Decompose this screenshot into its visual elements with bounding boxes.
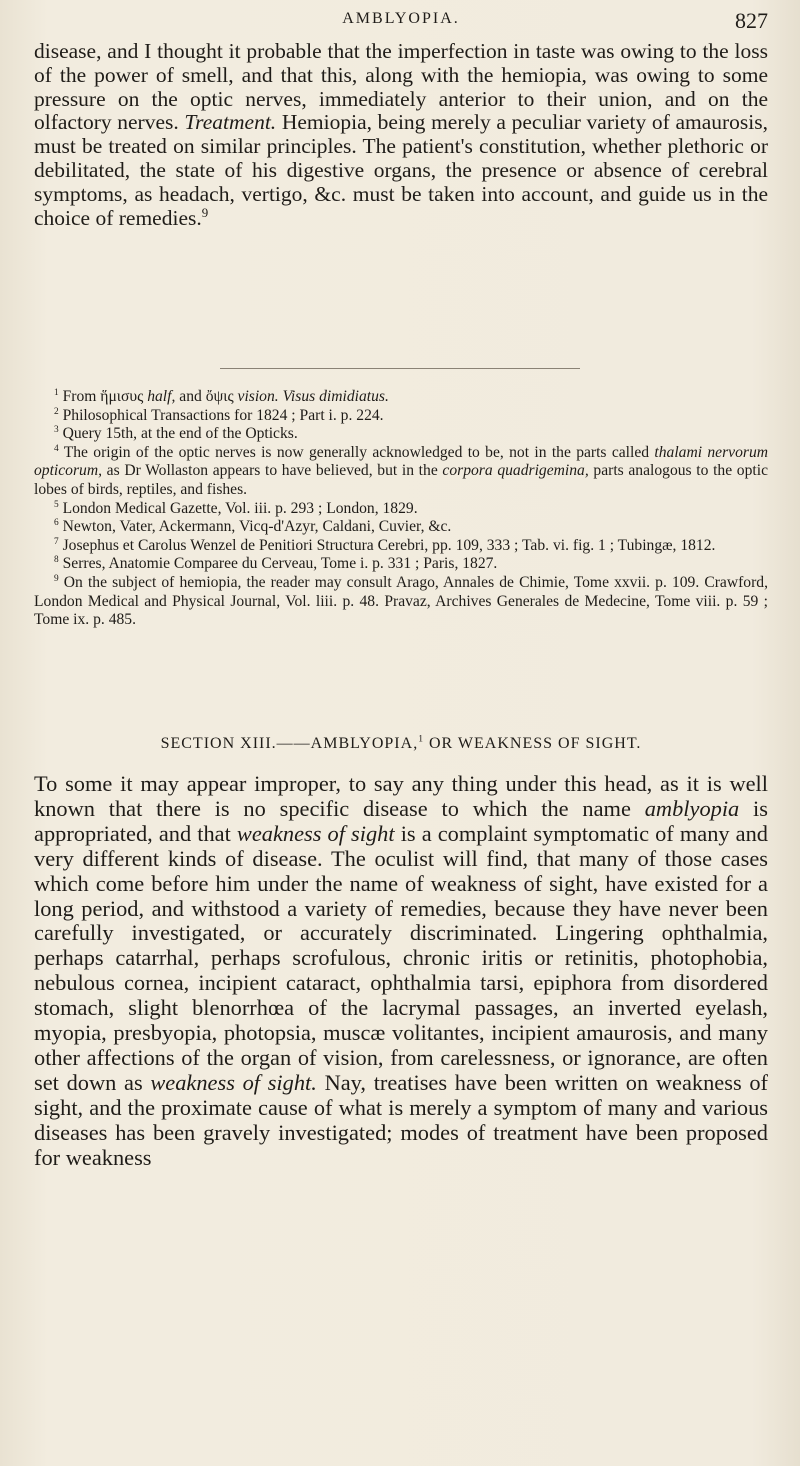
section-heading-prefix: SECTION XIII.——AMBLYOPIA, [160,735,419,752]
footnote-6 [34,518,768,537]
footnote-number: 9 [54,573,59,584]
footnote-number: 7 [54,536,59,547]
emphasis-text: weakness of sight. [150,1069,317,1095]
footnote-text: Serres, Anatomie Comparee du Cerveau, Tome i. p. 331 ; Paris, 1827. [62,555,498,573]
top-paragraph [34,40,768,230]
footnote-number: 3 [54,425,59,435]
body-text: Nay, treatises have been written on weakness of sight, and the proximate cause of what is merely a symptom of many and various diseases has been gravely investigated; modes of treatment have been proposed for weakness [34,1069,769,1170]
page-number: 827 [735,8,768,33]
footnote-text: Query 15th, at the end of the Opticks. [62,425,298,443]
treatment-label: Treatment. [184,110,277,135]
footnote-9 [34,574,768,630]
footnote-4 [34,444,768,500]
section-heading-suffix: OR WEAKNESS OF SIGHT. [423,735,642,752]
footnotes [34,388,768,630]
footnote-ref-9: 9 [201,205,209,220]
footnote-number: 2 [54,406,59,417]
running-head [34,8,768,34]
footnote-text: vision. Visus dimidiatus. [233,388,389,405]
emphasis-text: amblyopia [644,795,740,821]
top-paragraph-lead: disease, and I thought it probable that the imperfection in taste was owing to the loss of the power of smell, and that this, along with the hemiopia, was owing to some pressure on the optic nerves, immediately anterior to their union, and on the olfactory nerves. [34,39,768,135]
footnote-text: corpora quadrigemina, [442,462,589,480]
footnote-number: 4 [54,443,59,454]
footnote-number: 8 [54,555,59,566]
footnote-text: Josephus et Carolus Wenzel de Penitiori Structura Cerebri, pp. 109, 333 ; Tab. vi. fig. 1 ; Tubingæ, 1812. [62,536,716,554]
footnote-text: Philosophical Transactions for 1824 ; Part i. p. 224. [62,406,384,424]
section-heading [34,735,768,753]
footnote-text: On the subject of hemiopia, the reader may consult Arago, Annales de Chimie, Tome xxvii. p. 109. Crawford, London Medical and Physical Journal, Vol. liii. p. 48. Pravaz, Archives Generales de Medecine, Tome viii. p. 59 ; Tome ix. p. 485. [34,573,768,629]
footnote-text: London Medical Gazette, Vol. iii. p. 293 ; London, 1829. [62,499,418,517]
body-text: To some it may appear improper, to say any thing under this head, as it is well known that there is no specific disease to which the name [34,771,768,821]
footnote-number: 6 [54,517,59,528]
footnote-text: parts analogous to the optic lobes of birds, reptiles, and fishes. [34,462,768,498]
footnote-3 [34,425,768,444]
footnote-number: 1 [54,387,59,398]
footnote-1 [34,388,768,407]
footnote-rule [220,368,580,369]
footnote-text: as Dr Wollaston appears to have believed, but in the [102,462,443,480]
emphasis-text: weakness of sight [236,820,395,846]
footnote-text: ὄψις [205,388,234,405]
section-heading-ref: 1 [418,733,424,745]
footnote-number: 5 [54,499,59,510]
footnote-2 [34,407,768,426]
footnote-text: ἥμισυς [100,388,144,405]
footnote-7 [34,537,768,556]
running-title: AMBLYOPIA. [342,10,460,27]
footnote-8 [34,555,768,574]
main-paragraph [34,772,768,1171]
footnote-text: thalami nervorum opticorum, [34,443,768,480]
footnote-text: and [175,388,206,405]
body-text: is a complaint symptomatic of many and very different kinds of disease. The oculist will find, that many of those cases which come before him under the name of weakness of sight, have existed for a long period, and withstood a variety of remedies, because they have never been carefully investigated, or accurately discriminated. Lingering ophthalmia, perhaps catarrhal, perhaps scrofulous, chronic iritis or retinitis, photophobia, nebulous cornea, incipient cataract, ophthalmia tarsi, epiphora from disordered stomach, slight blenorrhœa of the lacrymal passages, an inverted eyelash, myopia, presbyopia, photopsia, muscæ volitantes, incipient amaurosis, and many other affections of the organ of vision, from carelessness, or ignorance, are often set down as [34,820,768,1095]
footnote-text: Newton, Vater, Ackermann, Vicq-d'Azyr, Caldani, Cuvier, &c. [62,518,452,536]
footnote-text: The origin of the optic nerves is now generally acknowledged to be, not in the parts called [63,443,655,461]
footnote-text: From [62,388,101,405]
top-paragraph-body: Hemiopia, being merely a peculiar variety of amaurosis, must be treated on similar principles. The patient's constitution, whether plethoric or debilitated, the state of his digestive organs, the presence or absence of cerebral symptoms, as headach, vertigo, &c. must be taken into account, and guide us in the choice of remedies. [34,110,768,230]
body-text: is appropriated, and that [34,795,768,846]
footnote-5 [34,500,768,519]
footnote-text: half, [143,388,176,405]
